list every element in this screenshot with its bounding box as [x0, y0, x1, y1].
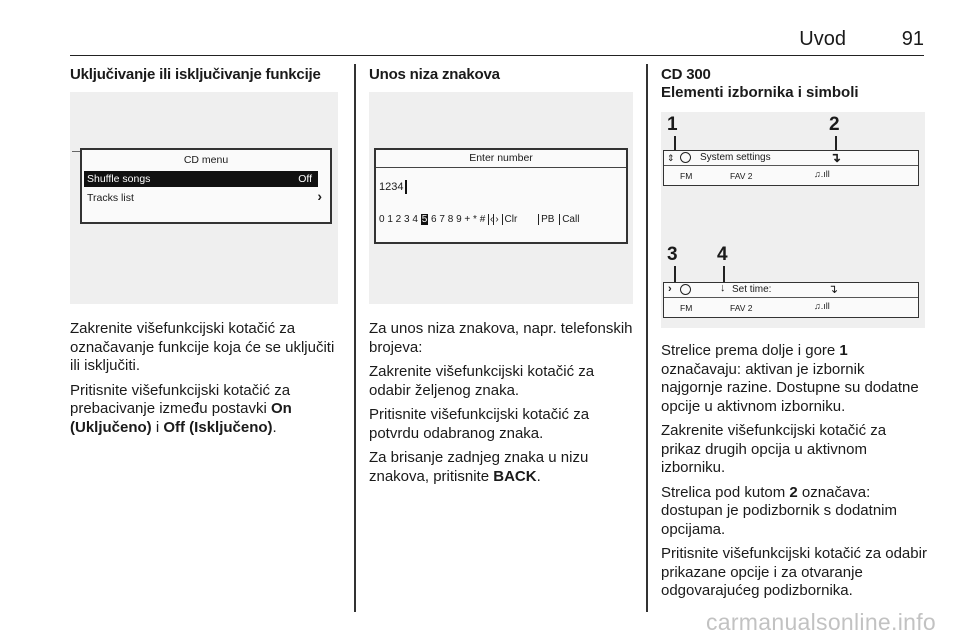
- cursor-right-icon: ›: [495, 214, 499, 225]
- paragraph: Pritisnite višefunkcijski kotačić za potvrdu odabranog znaka.: [369, 406, 590, 442]
- paragraph: Zakrenite višefunkcijski kotačić za označavanje funkcije koja će se uključiti ili isključiti.: [70, 320, 335, 374]
- callout-3: 3: [667, 244, 678, 265]
- paragraph: Strelice prema dolje i gore 1 označavaju: aktivan je izbornik najgornje razine. Dostupne su dodatne opcije u aktivnom izborniku.: [661, 342, 919, 415]
- column-1-text: [70, 320, 345, 443]
- screen-title: Enter number: [469, 152, 533, 164]
- callout-4: 4: [717, 244, 728, 265]
- selected-char: 5: [421, 214, 428, 225]
- submenu-arrow-icon: ↴: [830, 150, 841, 165]
- section-heading: Unos niza znakova: [369, 66, 500, 83]
- signal-icon: ♫.ıll: [814, 169, 830, 179]
- clock-icon: [680, 284, 691, 295]
- entry-field: 1234: [379, 180, 407, 194]
- chevron-right-icon: ›: [668, 283, 672, 295]
- screen-title: System settings: [700, 152, 771, 163]
- band-label: FM: [680, 303, 693, 313]
- column-2: [369, 66, 637, 84]
- up-down-arrows-icon: ⇕: [667, 153, 675, 163]
- title-rule: [376, 167, 626, 168]
- key-clr: Clr: [502, 214, 518, 225]
- figure-menu-symbols: [661, 112, 925, 328]
- callout-1: 1: [667, 114, 678, 135]
- paragraph: Za brisanje zadnjeg znaka u nizu znakova, pritisnite BACK.: [369, 449, 589, 485]
- figure-enter-number: [369, 92, 633, 304]
- paragraph: Zakrenite višefunkcijski kotačić za odabir željenog znaka.: [369, 363, 595, 399]
- paragraph: Pritisnite višefunkcijski kotačić za prebacivanje između postavki On (Uključeno) i Off (Isključeno).: [70, 381, 292, 436]
- page-header: [70, 20, 924, 56]
- favourite-label: FAV 2: [730, 303, 753, 313]
- paragraph: Zakrenite višefunkcijski kotačić za prikaz drugih opcija u aktivnom izborniku.: [661, 422, 887, 476]
- key-pb: PB: [538, 214, 554, 225]
- favourite-label: FAV 2: [730, 171, 753, 181]
- down-arrow-icon: ↓: [720, 282, 726, 294]
- chevron-right-icon: ›: [317, 188, 322, 204]
- page-number: 91: [901, 28, 924, 50]
- display-screen-time: [663, 282, 919, 318]
- figure-cd-menu: [70, 92, 338, 304]
- column-1: [70, 66, 345, 84]
- watermark: carmanualsonline.info: [705, 609, 936, 635]
- column-3-text: [661, 342, 929, 607]
- section-subheading: Elementi izbornika i simboli: [661, 84, 859, 101]
- row-label: Shuffle songs: [87, 173, 151, 185]
- section-title: Uvod: [799, 28, 846, 50]
- cursor-left-icon: ‹: [490, 214, 494, 225]
- band-label: FM: [680, 171, 693, 181]
- column-divider: [354, 64, 356, 612]
- section-heading: CD 300: [661, 66, 711, 83]
- section-heading: Uključivanje ili isključivanje funkcije: [70, 66, 321, 83]
- column-2-text: [369, 320, 637, 492]
- row-label: Tracks list: [87, 192, 134, 204]
- menu-row: [84, 190, 324, 206]
- display-screen-system: [663, 150, 919, 186]
- clock-icon: [680, 152, 691, 163]
- paragraph: Strelica pod kutom 2 označava: dostupan je podizbornik s dodatnim opcijama.: [661, 483, 897, 538]
- column-3: [661, 66, 929, 102]
- key-call: Call: [559, 214, 579, 225]
- text-cursor: [405, 180, 407, 194]
- column-divider: [646, 64, 648, 612]
- signal-icon: ♫.ıll: [814, 301, 830, 311]
- character-row: 0 1 2 3 4 5 6 7 8 9 + * # ‹ › Clr PB Call: [379, 214, 580, 225]
- submenu-arrow-icon: ↴: [828, 282, 839, 296]
- menu-row-selected: [84, 171, 318, 187]
- callout-2: 2: [829, 114, 840, 135]
- display-screen: [374, 148, 628, 244]
- display-screen: [80, 148, 332, 224]
- row-value: Off: [298, 173, 312, 185]
- screen-title: Set time:: [732, 284, 772, 295]
- paragraph: Pritisnite višefunkcijski kotačić za odabir prikazane opcije i za otvaranje odgovarajućeg podizbornika.: [661, 545, 927, 599]
- paragraph: Za unos niza znakova, napr. telefonskih brojeva:: [369, 320, 633, 356]
- menu-title: CD menu: [183, 154, 229, 166]
